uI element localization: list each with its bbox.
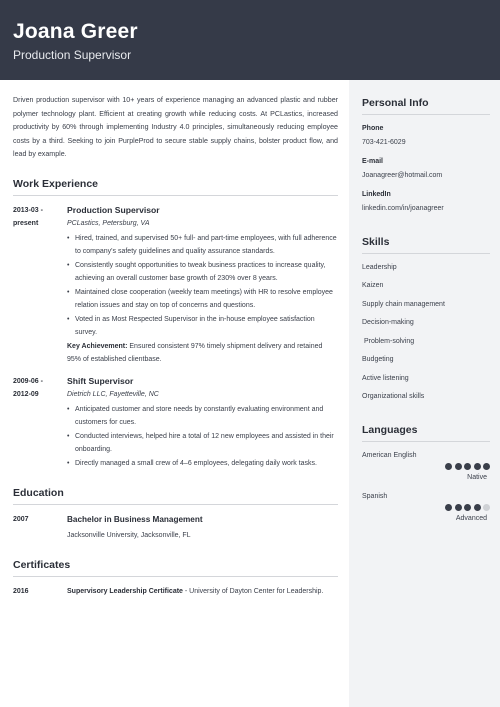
rating-dot-filled	[464, 504, 471, 511]
language-level: Native	[467, 474, 487, 481]
linkedin-value: linkedin.com/in/joanagreer	[362, 205, 444, 212]
certificate-issuer: - University of Dayton Center for Leadership.	[182, 588, 324, 595]
language-entry-2	[362, 491, 490, 524]
rating-dot-filled	[483, 463, 490, 470]
education-entry	[13, 513, 338, 542]
languages-heading: Languages	[362, 424, 490, 442]
work-entry-1-company: PCLastics, Petersburg, VA	[67, 219, 150, 227]
work-entry-2-end: 2012-09	[13, 391, 39, 398]
linkedin-label: LinkedIn	[362, 191, 391, 198]
candidate-name: Joana Greer	[13, 20, 138, 43]
work-entry-2-company: Dietrich LLC, Fayetteville, NC	[67, 390, 159, 398]
skill-item: Decision-making	[362, 319, 414, 326]
rating-dot-filled	[455, 463, 462, 470]
skill-item: Supply chain management	[362, 300, 445, 308]
main-column	[13, 80, 338, 599]
certificate-line	[67, 585, 338, 599]
skill-item: Kaizen	[362, 282, 384, 289]
rating-dot-empty	[483, 504, 490, 511]
education-heading: Education	[13, 487, 338, 505]
education-year: 2007	[13, 516, 29, 523]
rating-dot-filled	[445, 463, 452, 470]
sidebar	[349, 80, 500, 707]
skills-heading: Skills	[362, 236, 490, 254]
rating-dot-filled	[455, 504, 462, 511]
bullet-item: • Anticipated customer and store needs by constantly evaluating environment and customers for cues.	[67, 403, 338, 430]
certificate-name: Supervisory Leadership Certificate	[67, 588, 183, 595]
certificate-year: 2016	[13, 588, 29, 595]
language-rating	[362, 504, 490, 511]
email-value: Joanagreer@hotmail.com	[362, 172, 443, 179]
language-level: Advanced	[455, 515, 487, 522]
bullet-item: • Maintained close cooperation (weekly team meetings) with HR to resolve employee relation issues and stay on top of concerns and questions.	[67, 286, 338, 313]
key-achievement	[67, 340, 338, 367]
summary-paragraph: Driven production supervisor with 10+ years of experience managing an advanced plastic and rubber polymer technology plant. Efficient at creating growth while reducing costs. At PCLastics, increased productivity by 60% through implementing Industry 4.0 principles, simultaneously reducing employee costs by a third. Seeking to join PurpleProd to secure stable supply chains, bolster product flow, and lead by example.	[13, 96, 338, 158]
certificate-entry	[13, 585, 338, 599]
rating-dot-filled	[464, 463, 471, 470]
work-entry-2-title: Shift Supervisor	[67, 375, 134, 386]
key-achievement-text: Ensured consistent 97% timely shipment delivery and retained 95% of established clientbase.	[67, 342, 323, 363]
language-name: American English	[362, 452, 417, 459]
phone-value: 703-421-6029	[362, 139, 406, 146]
work-entry-2-bullets	[67, 403, 338, 471]
skill-item: Organizational skills	[362, 393, 425, 400]
skill-item: Leadership	[362, 263, 397, 271]
personal-info-heading: Personal Info	[362, 97, 490, 115]
bullet-item: • Conducted interviews, helped hire a total of 12 new employees and assisted in their onboarding.	[67, 430, 338, 457]
certificates-heading: Certificates	[13, 559, 338, 577]
skill-item: Budgeting	[362, 356, 394, 363]
key-achievement-label: Key Achievement:	[67, 342, 128, 350]
skill-item: Problem-solving	[362, 337, 415, 345]
education-degree: Bachelor in Business Management	[67, 515, 203, 524]
resume-header	[0, 0, 500, 80]
work-experience-heading: Work Experience	[13, 178, 338, 196]
email-label: E-mail	[362, 158, 384, 165]
language-entry-1	[362, 450, 490, 483]
skill-item: Active listening	[362, 374, 409, 382]
rating-dot-filled	[474, 463, 481, 470]
bullet-item: • Directly managed a small crew of 4–6 employees, delegating daily work tasks.	[67, 457, 338, 471]
language-name: Spanish	[362, 493, 388, 500]
work-entry-1-end: present	[13, 220, 39, 227]
language-rating	[362, 463, 490, 470]
rating-dot-filled	[445, 504, 452, 511]
work-entry-1-bullets	[67, 232, 338, 340]
work-entry-2	[13, 375, 338, 471]
phone-label: Phone	[362, 125, 384, 132]
work-entry-2-dates	[13, 375, 65, 402]
education-school: Jacksonville University, Jacksonville, FL	[67, 532, 191, 539]
bullet-item: • Consistently sought opportunities to tweak business practices to increase quality, achieving an overall customer base growth of 230% over 8 years.	[67, 259, 338, 286]
rating-dot-filled	[474, 504, 481, 511]
bullet-item: • Voted in as Most Respected Supervisor in the in-house employee satisfaction survey.	[67, 313, 338, 340]
work-entry-1-dates	[13, 204, 65, 231]
work-entry-1-title: Production Supervisor	[67, 204, 160, 215]
work-entry-2-start: 2009-06 -	[13, 377, 43, 385]
work-entry-1	[13, 204, 338, 367]
candidate-role: Production Supervisor	[13, 48, 132, 62]
work-entry-1-start: 2013-03 -	[13, 206, 43, 214]
bullet-item: • Hired, trained, and supervised 50+ full- and part-time employees, with full adherence to company's safety guidelines and quality assurance standards.	[67, 232, 338, 259]
